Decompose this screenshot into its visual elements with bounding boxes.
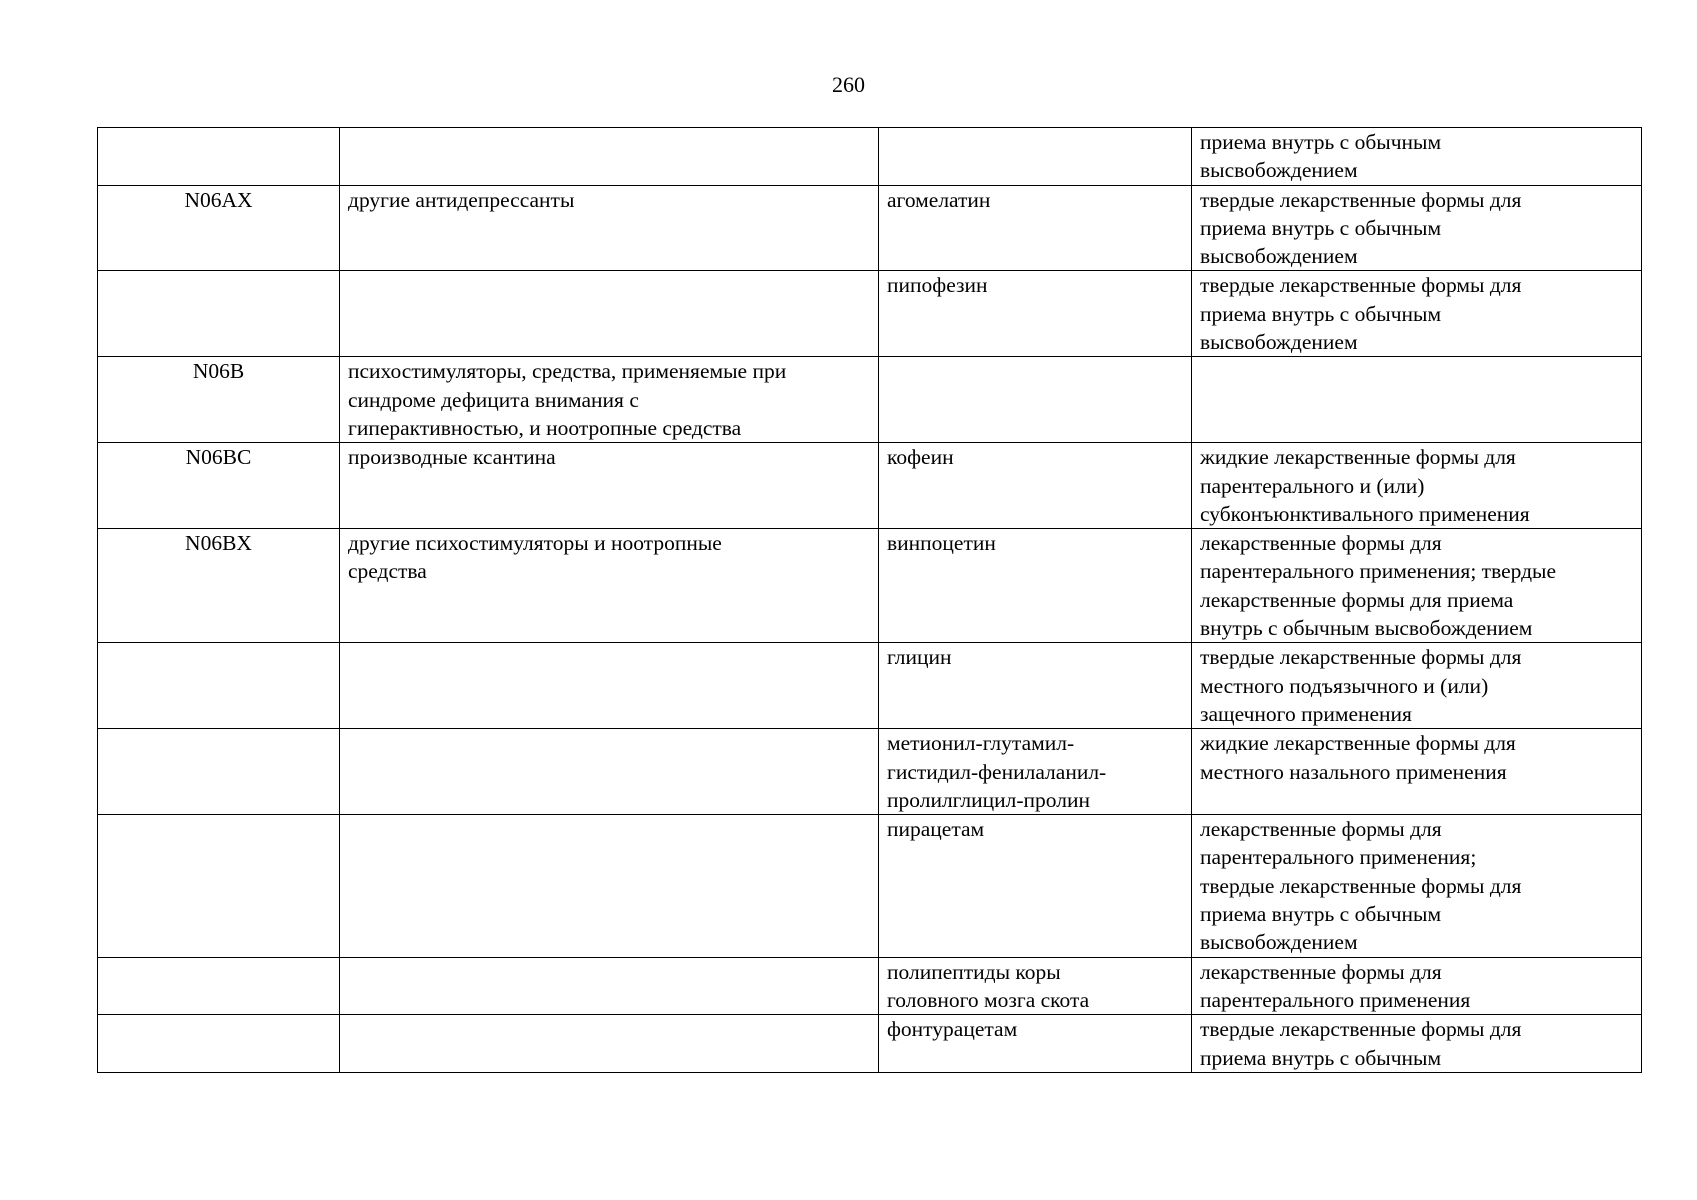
anatomical-group-cell — [340, 729, 879, 815]
table-row — [98, 128, 1642, 186]
table-row — [98, 357, 1642, 443]
atc-code-cell — [98, 815, 340, 957]
dosage-form-cell — [1192, 815, 1642, 957]
drug-name-cell-text: агомелатин — [887, 187, 991, 212]
drug-name-cell-text: глицин — [887, 645, 952, 670]
atc-code-cell — [98, 357, 340, 443]
dosage-form-cell — [1192, 957, 1642, 1015]
anatomical-group-cell — [340, 529, 879, 643]
anatomical-group-cell — [340, 128, 879, 186]
dosage-form-cell-text: приема внутрь с обычным высвобождением — [1200, 130, 1442, 183]
dosage-form-cell — [1192, 529, 1642, 643]
drug-name-cell — [879, 185, 1192, 271]
dosage-form-cell — [1192, 1015, 1642, 1073]
drug-name-cell — [879, 957, 1192, 1015]
drug-name-cell — [879, 643, 1192, 729]
anatomical-group-cell — [340, 357, 879, 443]
dosage-form-cell-text: лекарственные формы для парентерального применения; твердые лекарственные формы для приема внутрь с обычным высвобождением — [1200, 531, 1557, 641]
atc-code-cell — [98, 271, 340, 357]
drug-name-cell — [879, 815, 1192, 957]
dosage-form-cell — [1192, 729, 1642, 815]
dosage-form-cell — [1192, 271, 1642, 357]
atc-code-cell — [98, 529, 340, 643]
drug-name-cell — [879, 271, 1192, 357]
anatomical-group-cell — [340, 443, 879, 529]
drug-name-cell — [879, 729, 1192, 815]
table-row — [98, 643, 1642, 729]
dosage-form-cell-text: твердые лекарственные формы для приема внутрь с обычным высвобождением — [1200, 273, 1522, 355]
anatomical-group-cell — [340, 185, 879, 271]
drug-name-cell-text: метионил-глутамил- гистидил-фенилаланил- пролилглицил-пролин — [887, 731, 1107, 812]
drug-name-cell-text: винпоцетин — [887, 531, 996, 556]
atc-code-cell — [98, 443, 340, 529]
drug-name-cell — [879, 443, 1192, 529]
table-row — [98, 1015, 1642, 1073]
dosage-form-cell-text: твердые лекарственные формы для приема внутрь с обычным высвобождением — [1200, 187, 1522, 269]
atc-code-cell — [98, 185, 340, 271]
drug-name-cell-text: пирацетам — [887, 817, 985, 842]
anatomical-group-cell-text: другие антидепрессанты — [348, 187, 575, 212]
dosage-form-cell — [1192, 643, 1642, 729]
atc-code-cell — [98, 1015, 340, 1073]
atc-code-cell — [98, 128, 340, 186]
anatomical-group-cell — [340, 1015, 879, 1073]
drug-name-cell — [879, 529, 1192, 643]
dosage-form-cell-text: твердые лекарственные формы для приема внутрь с обычным — [1200, 1017, 1522, 1070]
drug-name-cell-text: кофеин — [887, 445, 954, 470]
atc-code-cell-text: N06AX — [184, 187, 253, 212]
page-number: 260 — [832, 72, 865, 97]
anatomical-group-cell — [340, 815, 879, 957]
table-row — [98, 271, 1642, 357]
table-body — [98, 128, 1642, 1073]
dosage-form-cell-text: жидкие лекарственные формы для парентерального и (или) субконъюнктивального применения — [1200, 445, 1530, 526]
anatomical-group-cell-text: производные ксантина — [348, 445, 556, 470]
atc-code-cell — [98, 957, 340, 1015]
table-row — [98, 815, 1642, 957]
dosage-form-cell — [1192, 443, 1642, 529]
atc-code-cell — [98, 729, 340, 815]
table-row — [98, 529, 1642, 643]
atc-code-cell-text: N06B — [192, 359, 245, 384]
table-row — [98, 185, 1642, 271]
dosage-form-cell-text: твердые лекарственные формы для местного подъязычного и (или) защечного применения — [1200, 645, 1522, 726]
atc-code-cell-text: N06BC — [185, 445, 252, 470]
atc-code-cell-text: N06BX — [185, 531, 252, 556]
drug-name-cell-text: пипофезин — [887, 273, 988, 298]
dosage-form-cell — [1192, 128, 1642, 186]
anatomical-group-cell — [340, 643, 879, 729]
atc-code-cell — [98, 643, 340, 729]
anatomical-group-cell — [340, 271, 879, 357]
drug-name-cell-text: полипептиды коры головного мозга скота — [887, 959, 1090, 1012]
table-row — [98, 957, 1642, 1015]
table-row — [98, 443, 1642, 529]
table-row — [98, 729, 1642, 815]
dosage-form-cell-text: лекарственные формы для парентерального применения; твердые лекарственные формы для приема внутрь с обычным высвобождением — [1200, 817, 1522, 955]
drug-name-cell — [879, 357, 1192, 443]
anatomical-group-cell — [340, 957, 879, 1015]
drug-name-cell — [879, 1015, 1192, 1073]
dosage-form-cell — [1192, 357, 1642, 443]
dosage-form-cell-text: жидкие лекарственные формы для местного назального применения — [1200, 731, 1516, 784]
anatomical-group-cell-text: другие психостимуляторы и ноотропные средства — [348, 531, 722, 584]
drug-name-cell — [879, 128, 1192, 186]
anatomical-group-cell-text: психостимуляторы, средства, применяемые при синдроме дефицита внимания с гиперактивностью, и ноотропные средства — [348, 359, 787, 440]
drug-name-cell-text: фонтурацетам — [887, 1017, 1018, 1042]
dosage-form-cell — [1192, 185, 1642, 271]
dosage-form-cell-text: лекарственные формы для парентерального применения — [1200, 959, 1471, 1012]
drug-table — [97, 127, 1642, 1073]
